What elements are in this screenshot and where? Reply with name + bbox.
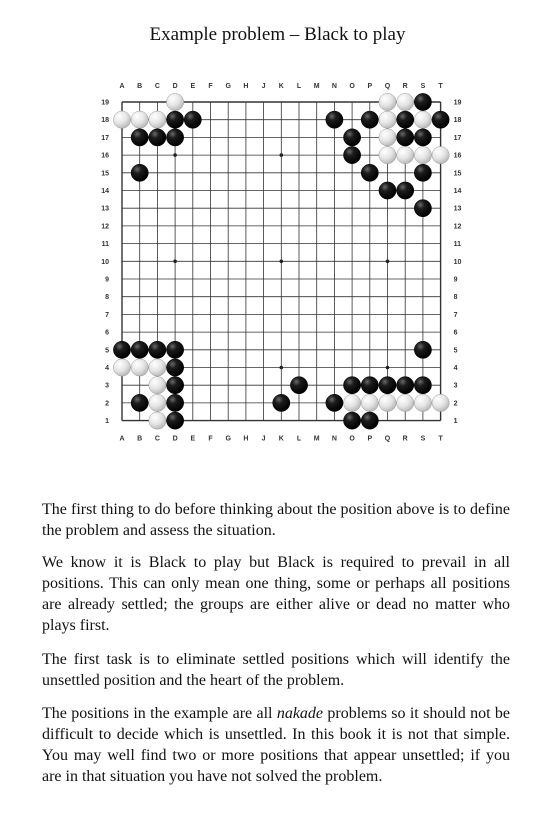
row-label: 4 [453, 365, 458, 372]
page-title: Example problem – Black to play [149, 24, 406, 45]
black-stone [131, 164, 148, 181]
text-run: The positions in the example are all [42, 705, 277, 722]
row-label: 11 [101, 241, 109, 249]
column-label: N [331, 83, 337, 90]
column-label: Q [384, 83, 391, 90]
paragraph-black-to-play [42, 552, 510, 636]
black-stone [167, 394, 184, 411]
black-stone [131, 129, 148, 146]
column-label: B [137, 83, 143, 90]
column-label: Q [384, 435, 391, 443]
column-label: P [367, 435, 373, 443]
black-stone [273, 394, 290, 411]
column-label: L [296, 435, 302, 443]
column-label: M [313, 435, 320, 443]
white-stone [149, 394, 166, 411]
black-stone [290, 377, 307, 394]
black-stone [397, 182, 414, 199]
black-stone [414, 341, 431, 358]
white-stone [397, 394, 414, 411]
column-label: E [190, 435, 196, 443]
paragraph-define-problem [42, 499, 510, 541]
black-stone [167, 412, 184, 429]
text-run: problems so it should not be difficult to decide which is unsettled. In this book it is not that simple. You may well find two or more positions that appear unsettled; if you are in that situation you have not solved the problem. [42, 705, 511, 785]
black-stone [344, 377, 361, 394]
star-point [386, 366, 390, 370]
white-stone [167, 93, 184, 110]
white-stone [149, 412, 166, 429]
paragraph-text: The first task is to eliminate settled positions which will identify the unsettled position and the heart of the problem. [42, 651, 510, 689]
paragraph-first-task [42, 649, 510, 691]
column-label: H [243, 83, 249, 90]
star-point [173, 153, 177, 157]
column-label: O [349, 435, 355, 443]
black-stone [379, 182, 396, 199]
white-stone [149, 377, 166, 394]
star-point [386, 260, 390, 264]
white-stone [131, 359, 148, 376]
black-stone [397, 111, 414, 128]
black-stone [131, 394, 148, 411]
black-stone [379, 377, 396, 394]
column-label: K [278, 83, 284, 90]
column-label: P [367, 83, 373, 90]
column-label: J [261, 435, 266, 443]
column-label: O [349, 83, 355, 90]
star-point [280, 153, 284, 157]
black-stone [414, 164, 431, 181]
row-label: 12 [453, 223, 462, 231]
black-stone [326, 394, 343, 411]
row-label: 10 [101, 258, 109, 266]
white-stone [113, 359, 130, 376]
row-label: 15 [453, 170, 462, 178]
star-point [280, 260, 284, 264]
column-label: C [154, 83, 160, 90]
row-label: 9 [105, 276, 109, 284]
black-stone [167, 341, 184, 358]
column-label: G [225, 435, 231, 443]
row-label: 8 [105, 294, 109, 302]
column-label: T [438, 435, 443, 443]
black-stone [414, 93, 431, 110]
black-stone [397, 129, 414, 146]
row-label: 14 [453, 188, 462, 195]
white-stone [397, 93, 414, 110]
column-label: A [119, 435, 125, 443]
white-stone [361, 394, 378, 411]
row-label: 7 [453, 311, 458, 319]
white-stone [379, 394, 396, 411]
paragraph-text [42, 703, 510, 787]
white-stone [432, 394, 449, 411]
row-label: 3 [105, 382, 109, 390]
white-stone [113, 111, 130, 128]
row-label: 3 [453, 382, 458, 390]
row-label: 2 [453, 400, 458, 408]
row-label: 16 [101, 152, 109, 160]
go-board-diagram [101, 74, 464, 444]
column-label: T [438, 83, 443, 90]
column-label: L [296, 83, 302, 90]
paragraph-text: We know it is Black to play but Black is required to prevail in all positions. This can only mean one thing, some or perhaps all positions are already settled; the groups are either alive or dead no matter who plays first. [42, 554, 510, 634]
row-label: 5 [453, 347, 458, 355]
white-stone [379, 129, 396, 146]
white-stone [414, 394, 431, 411]
row-label: 9 [453, 276, 458, 284]
black-stone [361, 164, 378, 181]
column-label: M [313, 83, 320, 90]
column-label: F [208, 435, 213, 443]
row-label: 16 [453, 152, 462, 160]
row-label: 6 [453, 329, 458, 337]
row-label: 17 [101, 134, 109, 142]
black-stone [149, 341, 166, 358]
black-stone [344, 412, 361, 429]
black-stone [167, 359, 184, 376]
white-stone [131, 111, 148, 128]
black-stone [326, 111, 343, 128]
black-stone [414, 129, 431, 146]
star-point [173, 260, 177, 264]
row-label: 6 [105, 329, 109, 337]
row-label: 17 [453, 134, 462, 142]
column-label: K [278, 435, 284, 443]
black-stone [414, 200, 431, 217]
column-label: G [225, 83, 231, 90]
column-label: D [172, 83, 178, 90]
column-label: H [243, 435, 249, 443]
black-stone [167, 377, 184, 394]
row-label: 19 [453, 99, 462, 107]
paragraph-text: The first thing to do before thinking about the position above is to define the problem and assess the situation. [42, 501, 510, 539]
column-label: N [331, 435, 337, 443]
white-stone [344, 394, 361, 411]
black-stone [397, 377, 414, 394]
row-label: 1 [105, 418, 109, 426]
row-label: 5 [105, 347, 109, 355]
row-label: 18 [101, 117, 109, 125]
white-stone [379, 147, 396, 164]
row-label: 13 [101, 205, 109, 213]
white-stone [432, 147, 449, 164]
row-label: 7 [105, 311, 109, 319]
black-stone [113, 341, 130, 358]
white-stone [379, 111, 396, 128]
row-label: 11 [453, 241, 462, 249]
black-stone [414, 377, 431, 394]
black-stone [344, 129, 361, 146]
row-label: 15 [101, 170, 109, 178]
row-label: 13 [453, 205, 462, 213]
column-label: F [208, 83, 213, 90]
black-stone [361, 111, 378, 128]
column-label: S [420, 83, 426, 90]
white-stone [414, 111, 431, 128]
row-label: 12 [101, 223, 109, 231]
paragraph-nakade [42, 703, 510, 787]
row-label: 2 [105, 400, 109, 408]
column-label: C [154, 435, 160, 443]
black-stone [131, 341, 148, 358]
white-stone [414, 147, 431, 164]
row-label: 8 [453, 294, 458, 302]
row-label: 4 [105, 365, 109, 372]
nakade-emphasis: nakade [276, 705, 324, 722]
row-label: 14 [101, 188, 109, 195]
column-label: D [172, 435, 178, 443]
white-stone [379, 93, 396, 110]
white-stone [149, 359, 166, 376]
column-label: B [137, 435, 143, 443]
black-stone [184, 111, 201, 128]
column-label: S [420, 435, 426, 443]
white-stone [149, 111, 166, 128]
column-label: E [190, 83, 196, 90]
row-label: 1 [453, 418, 458, 426]
black-stone [432, 111, 449, 128]
column-label: A [119, 83, 125, 90]
black-stone [149, 129, 166, 146]
black-stone [361, 412, 378, 429]
row-label: 19 [101, 99, 109, 107]
black-stone [344, 147, 361, 164]
black-stone [361, 377, 378, 394]
column-label: R [402, 83, 408, 90]
star-point [280, 366, 284, 370]
column-label: R [402, 435, 408, 443]
white-stone [397, 147, 414, 164]
column-label: J [261, 83, 266, 90]
row-label: 18 [453, 117, 462, 125]
row-label: 10 [453, 258, 462, 266]
black-stone [167, 111, 184, 128]
black-stone [167, 129, 184, 146]
